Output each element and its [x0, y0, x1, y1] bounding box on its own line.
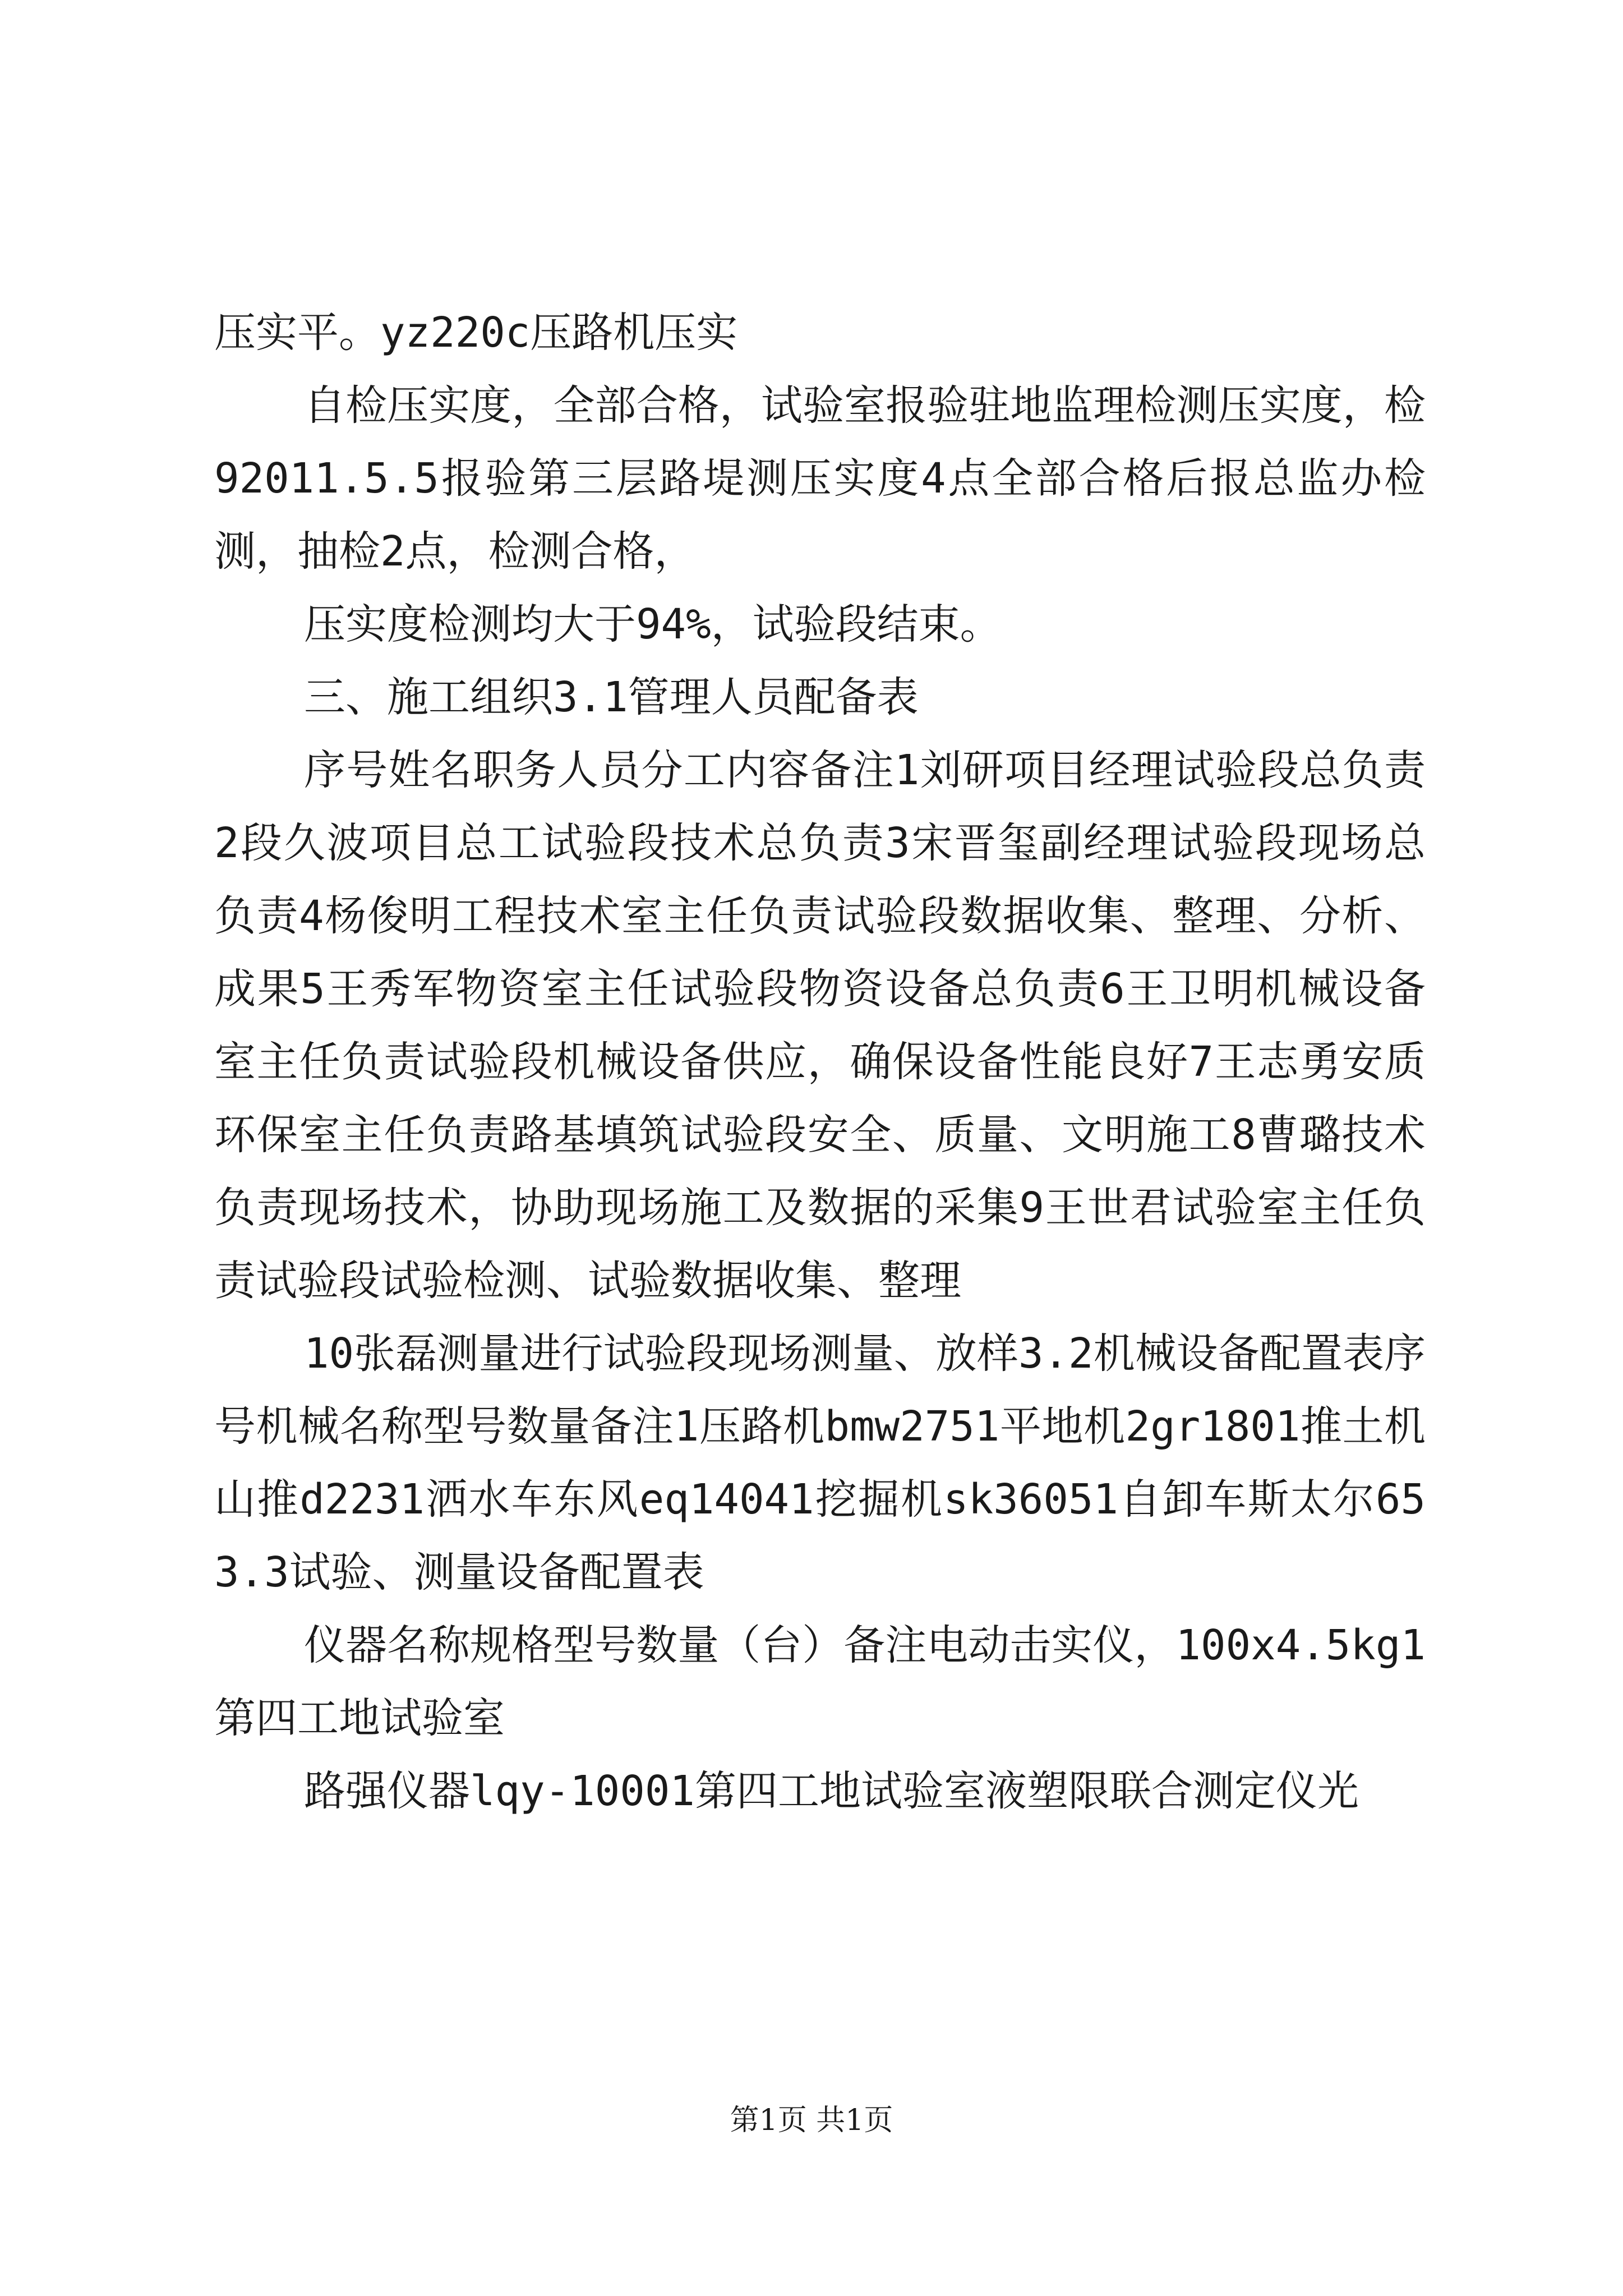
paragraph-machinery-table: 10张磊测量进行试验段现场测量、放样3.2机械设备配置表序号机械名称型号数量备注1压路机bmw2751平地机2gr1801推土机山推d2231洒水车东风eq14041挖掘机sk36051自卸车斯太尔653.3试验、测量设备配置表	[214, 1329, 1426, 1596]
paragraph-management-staff-table: 序号姓名职务人员分工内容备注1刘研项目经理试验段总负责2段久波项目总工试验段技术总负责3宋晋玺副经理试验段现场总负责4杨俊明工程技术室主任负责试验段数据收集、整理、分析、成果5王秀军物资室主任试验段物资设备总负责6王卫明机械设备室主任负责试验段机械设备供应，确保设备性能良好7王志勇安质环保室主任负责路基填筑试验段安全、质量、文明施工8曹璐技术负责现场技术，协助现场施工及数据的采集9王世君试验室主任负责试验段试验检测、试验数据收集、整理	[214, 746, 1426, 1305]
paragraph-instrument-table: 仪器名称规格型号数量（台）备注电动击实仪，100x4.5kg1第四工地试验室	[214, 1621, 1426, 1742]
document-body	[214, 296, 1426, 1828]
paragraph-compaction-result: 压实度检测均大于94%，试验段结束。	[304, 600, 1002, 648]
paragraph-compaction-check: 自检压实度，全部合格，试验室报验驻地监理检测压实度，检92011.5.5报验第三层路堤测压实度4点全部合格后报总监办检测，抽检2点，检测合格，	[214, 381, 1426, 576]
paragraph-continuation: 压实平。yz220c压路机压实	[214, 309, 738, 357]
paragraph-instrument-list-continued: 路强仪器lqy-10001第四工地试验室液塑限联合测定仪光	[304, 1767, 1359, 1815]
page-number-label: 第1页 共1页	[730, 2104, 893, 2137]
section-heading-construction-organization: 三、施工组织3.1管理人员配备表	[304, 673, 919, 721]
page-footer	[0, 2101, 1623, 2140]
